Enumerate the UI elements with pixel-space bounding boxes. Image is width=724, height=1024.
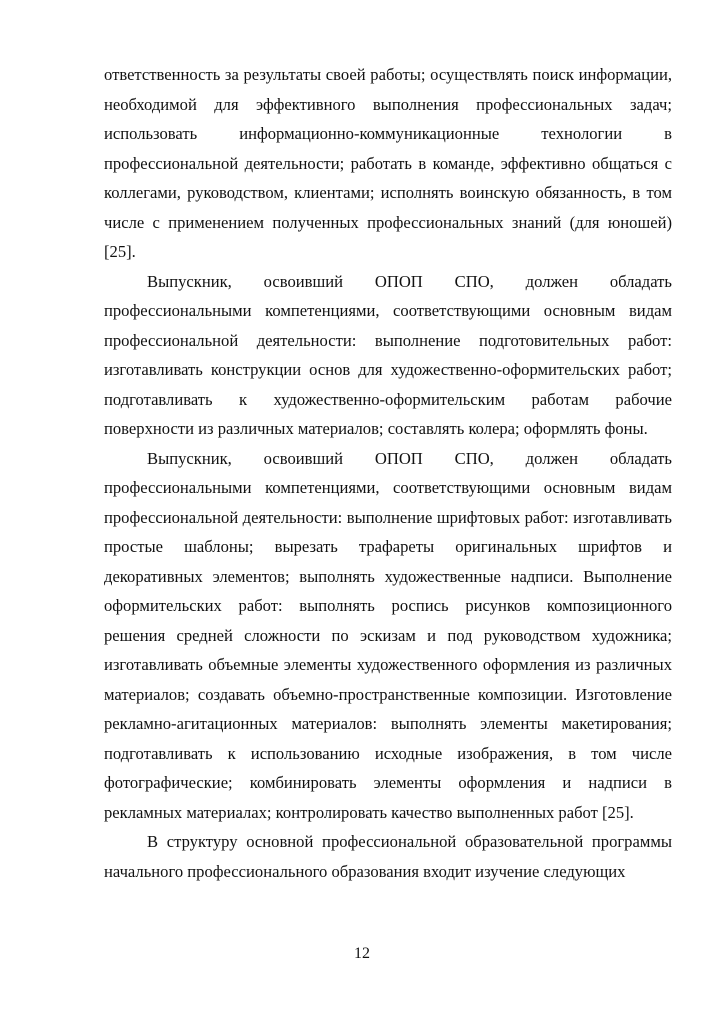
paragraph-3: Выпускник, освоивший ОПОП СПО, должен обладать профессиональными компетенциями, соответствующими основным видам профессиональной деятельности: выполнение шрифтовых работ: изготавливать простые шаблоны; вырезать трафареты оригинальных шрифтов и декоративных элементов; выполнять художественные надписи. Выполнение оформительских работ: выполнять роспись рисунков композиционного решения средней сложности по эскизам и под руководством художника; изготавливать объемные элементы художественного оформления из различных материалов; создавать объемно-пространственные композиции. Изготовление рекламно-агитационных материалов: выполнять элементы макетирования; подготавливать к использованию исходные изображения, в том числе фотографические; комбинировать элементы оформления и надписи в рекламных материалах; контролировать качество выполненных работ [25]. — [104, 448, 672, 822]
paragraph-2: Выпускник, освоивший ОПОП СПО, должен обладать профессиональными компетенциями, соответствующими основным видам профессиональной деятельности: выполнение подготовительных работ: изготавливать конструкции основ для художественно-оформительских работ; подготавливать к художественно-оформительским работам рабочие поверхности из различных материалов; составлять колера; оформлять фоны. — [104, 271, 672, 438]
page-number: 12 — [354, 945, 370, 962]
paragraph-4: В структуру основной профессиональной образовательной программы начального профессионального образования входит изучение следующих — [104, 832, 672, 881]
body-text — [104, 60, 672, 886]
paragraph-1: ответственность за результаты своей работы; осуществлять поиск информации, необходимой для эффективного выполнения профессиональных задач; использовать информационно-коммуникационные технологии в профессиональной деятельности; работать в команде, эффективно общаться с коллегами, руководством, клиентами; исполнять воинскую обязанность, в том числе с применением полученных профессиональных знаний (для юношей) [25]. — [104, 65, 672, 261]
